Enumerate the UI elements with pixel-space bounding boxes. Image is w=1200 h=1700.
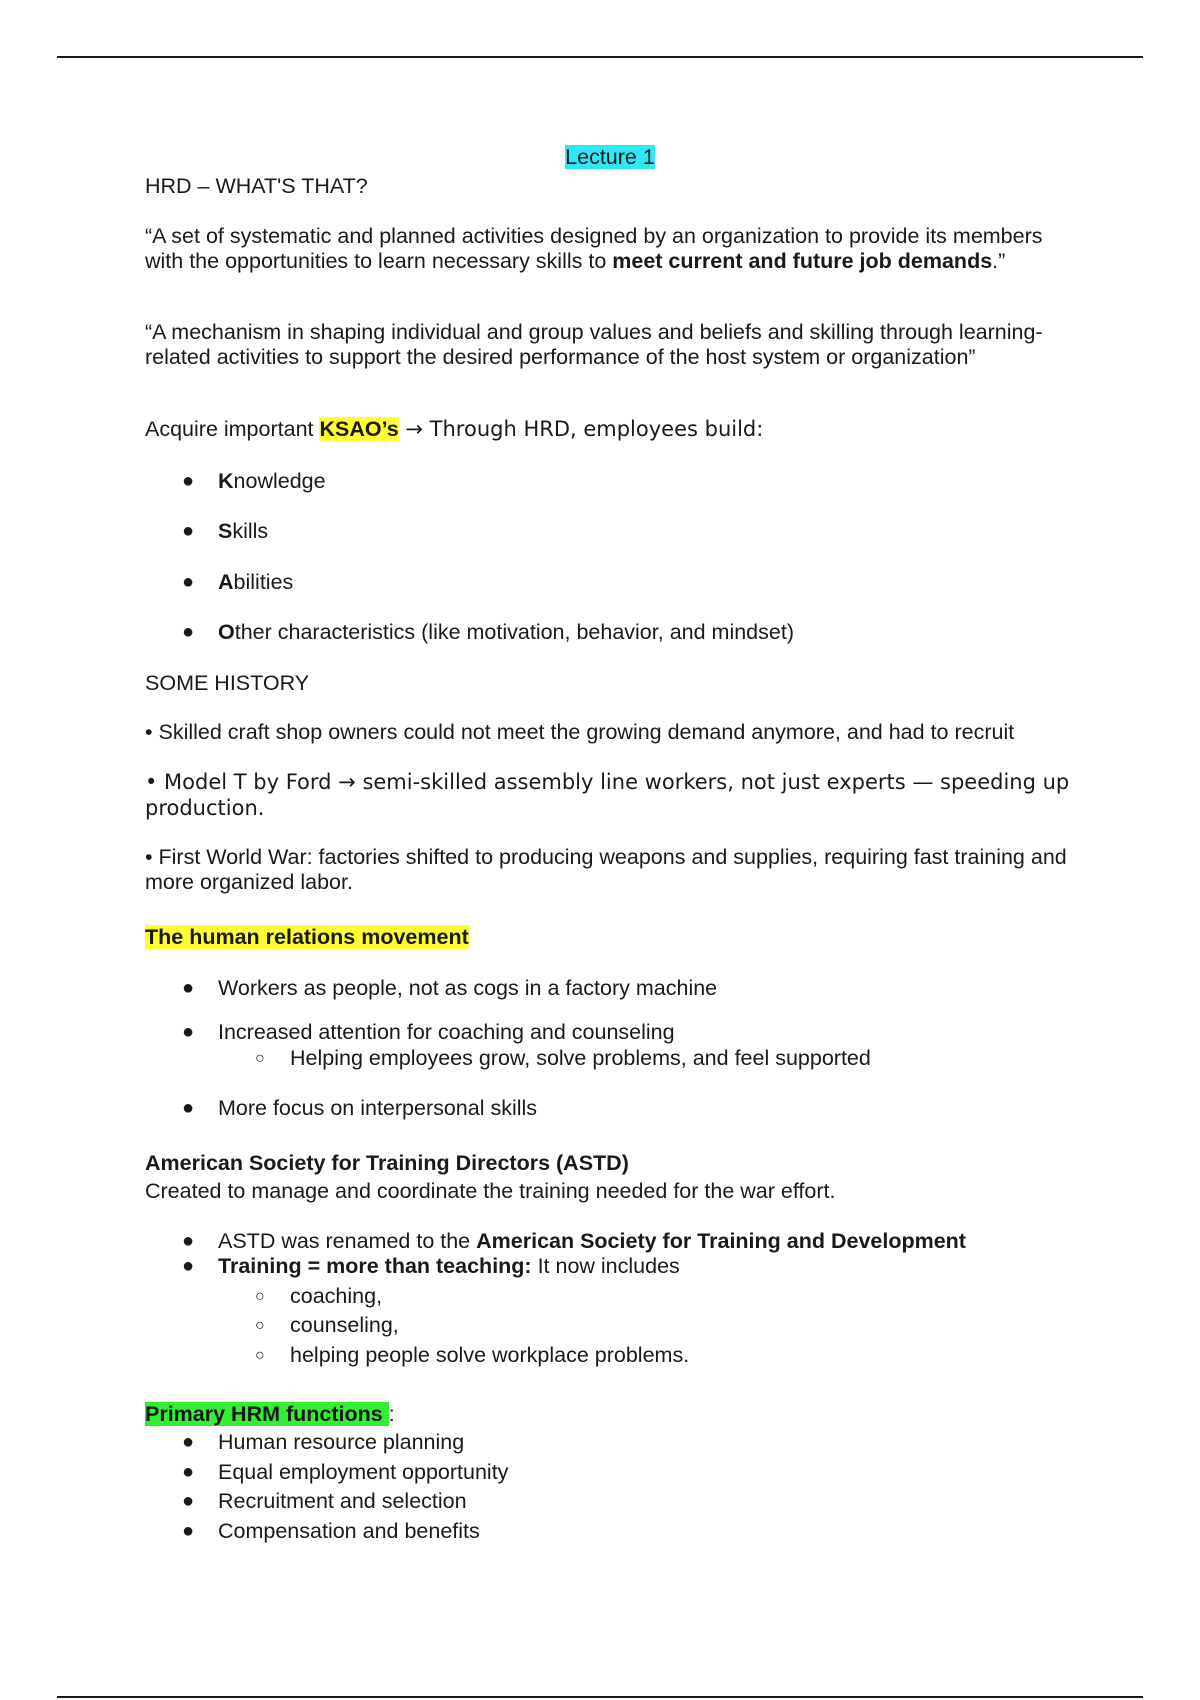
bullet-icon: ●	[182, 1490, 195, 1512]
bullet-icon: ●	[182, 571, 195, 593]
bullet-icon: ●	[182, 1255, 195, 1277]
list-item: ● Abilities	[182, 570, 294, 594]
top-rule	[57, 56, 1143, 58]
astd-heading: American Society for Training Directors (ASTD)	[145, 1151, 629, 1175]
circle-bullet-icon: ○	[255, 1347, 265, 1364]
circle-bullet-icon: ○	[255, 1288, 265, 1305]
circle-bullet-icon: ○	[255, 1050, 265, 1067]
list-item: ● Workers as people, not as cogs in a factory machine	[182, 976, 718, 1000]
circle-bullet-icon: ○	[255, 1317, 265, 1334]
history-paragraph-3: • First World War: factories shifted to producing weapons and supplies, requiring fast training and more organized labor.	[145, 845, 1067, 894]
list-item: ● Skills	[182, 519, 269, 543]
hrd-heading: HRD – WHAT'S THAT?	[145, 174, 368, 198]
list-item: ● Equal employment opportunity	[182, 1460, 509, 1484]
bullet-icon: ●	[182, 621, 195, 643]
sub-list-item: ○ coaching,	[255, 1284, 383, 1308]
sub-list-item: ○ Helping employees grow, solve problems, and feel supported	[255, 1046, 871, 1070]
page-title: Lecture 1	[565, 145, 655, 169]
list-item: ● More focus on interpersonal skills	[182, 1096, 538, 1120]
bullet-icon: ●	[182, 1461, 195, 1483]
bullet-icon: ●	[182, 520, 195, 542]
bullet-icon: ●	[182, 470, 195, 492]
bullet-icon: ●	[182, 1021, 195, 1043]
bullet-icon: ●	[182, 1520, 195, 1542]
hrm-heading: Primary HRM functions :	[145, 1402, 395, 1426]
list-item: ● Recruitment and selection	[182, 1489, 467, 1513]
human-relations-heading: The human relations movement	[145, 925, 469, 949]
list-item: ● Compensation and benefits	[182, 1519, 480, 1543]
ksao-intro: Acquire important KSAO’s → Through HRD, employees build:	[145, 417, 764, 441]
definition-2: “A mechanism in shaping individual and group values and beliefs and skilling through learning-related activities to support the desired performance of the host system or organization”	[145, 320, 1043, 369]
sub-list-item: ○ counseling,	[255, 1313, 399, 1337]
bullet-icon: ●	[182, 1097, 195, 1119]
sub-list-item: ○ helping people solve workplace problems.	[255, 1343, 690, 1367]
list-item: ● Other characteristics (like motivation, behavior, and mindset)	[182, 620, 794, 644]
bullet-icon: ●	[182, 1431, 195, 1453]
list-item: ● Training = more than teaching: It now includes	[182, 1254, 680, 1278]
bullet-icon: ●	[182, 1230, 195, 1252]
history-paragraph-2: • Model T by Ford → semi-skilled assembly line workers, not just experts — speeding up production.	[145, 770, 1070, 820]
list-item: ● Increased attention for coaching and counseling	[182, 1020, 675, 1044]
list-item: ● Human resource planning	[182, 1430, 465, 1454]
history-paragraph-1: • Skilled craft shop owners could not meet the growing demand anymore, and had to recruit	[145, 720, 1015, 744]
list-item: ● ASTD was renamed to the American Society for Training and Development	[182, 1229, 966, 1253]
definition-1: “A set of systematic and planned activities designed by an organization to provide its members with the opportunities to learn necessary skills to meet current and future job demands.”	[145, 224, 1043, 273]
astd-description: Created to manage and coordinate the training needed for the war effort.	[145, 1179, 836, 1203]
bullet-icon: ●	[182, 977, 195, 999]
history-heading: SOME HISTORY	[145, 671, 310, 695]
list-item: ● Knowledge	[182, 469, 326, 493]
bottom-rule	[57, 1696, 1143, 1698]
